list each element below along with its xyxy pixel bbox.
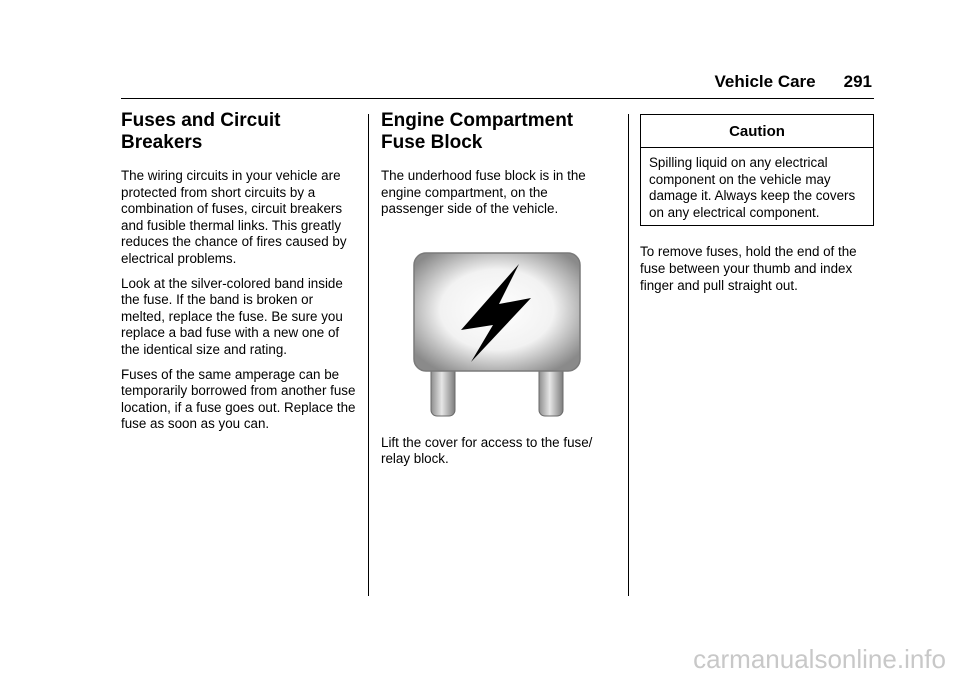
heading-line-2: Breakers [121, 132, 203, 153]
caution-text: Spilling liquid on any electrical component on the vehicle may damage it. Always keep the covers on any electrical component. [649, 155, 856, 220]
fuse-lightning-icon [413, 252, 583, 422]
section-heading [381, 110, 613, 154]
header-section-title: Vehicle Care [714, 72, 816, 91]
column-divider-2 [628, 114, 629, 596]
page-header [715, 72, 873, 92]
paragraph-underhood-location: The underhood fuse block is in the engine compartment, on the passenger side of the vehicle. [381, 168, 586, 217]
column-engine-compartment-fuse-block [381, 110, 613, 476]
heading-line-1: Fuses and Circuit [121, 110, 281, 131]
fuse-leg-left [431, 364, 455, 416]
section-heading [121, 110, 357, 154]
paragraph-same-amperage: Fuses of the same amperage can be temporarily borrowed from another fuse location, if a fuse goes out. Replace the fuse as soon as you can. [121, 366, 356, 432]
header-page-number: 291 [843, 72, 872, 91]
paragraph-lift-cover: Lift the cover for access to the fuse/ relay block. [381, 434, 593, 467]
heading-line-2: Fuse Block [381, 132, 483, 153]
paragraph-silver-band: Look at the silver-colored band inside the fuse. If the band is broken or melted, replace the fuse. Be sure you replace a bad fuse with a new one of the identical size and rating. [121, 275, 343, 357]
fuse-leg-right [539, 364, 563, 416]
column-fuses-and-circuit-breakers [121, 110, 357, 441]
paragraph-wiring-circuits: The wiring circuits in your vehicle are protected from short circuits by a combination of fuses, circuit breakers and fusible thermal links. This greatly reduces the chance of fires caused by electrical problems. [121, 168, 347, 266]
heading-line-1: Engine Compartment [381, 110, 574, 131]
watermark: carmanualsonline.info [693, 644, 946, 674]
column-divider-1 [368, 114, 369, 596]
caution-box [640, 114, 874, 226]
column-caution [640, 110, 874, 302]
paragraph-remove-fuses: To remove fuses, hold the end of the fuse between your thumb and index finger and pull straight out. [640, 244, 857, 293]
caution-title: Caution [641, 115, 873, 148]
header-rule [121, 98, 874, 99]
